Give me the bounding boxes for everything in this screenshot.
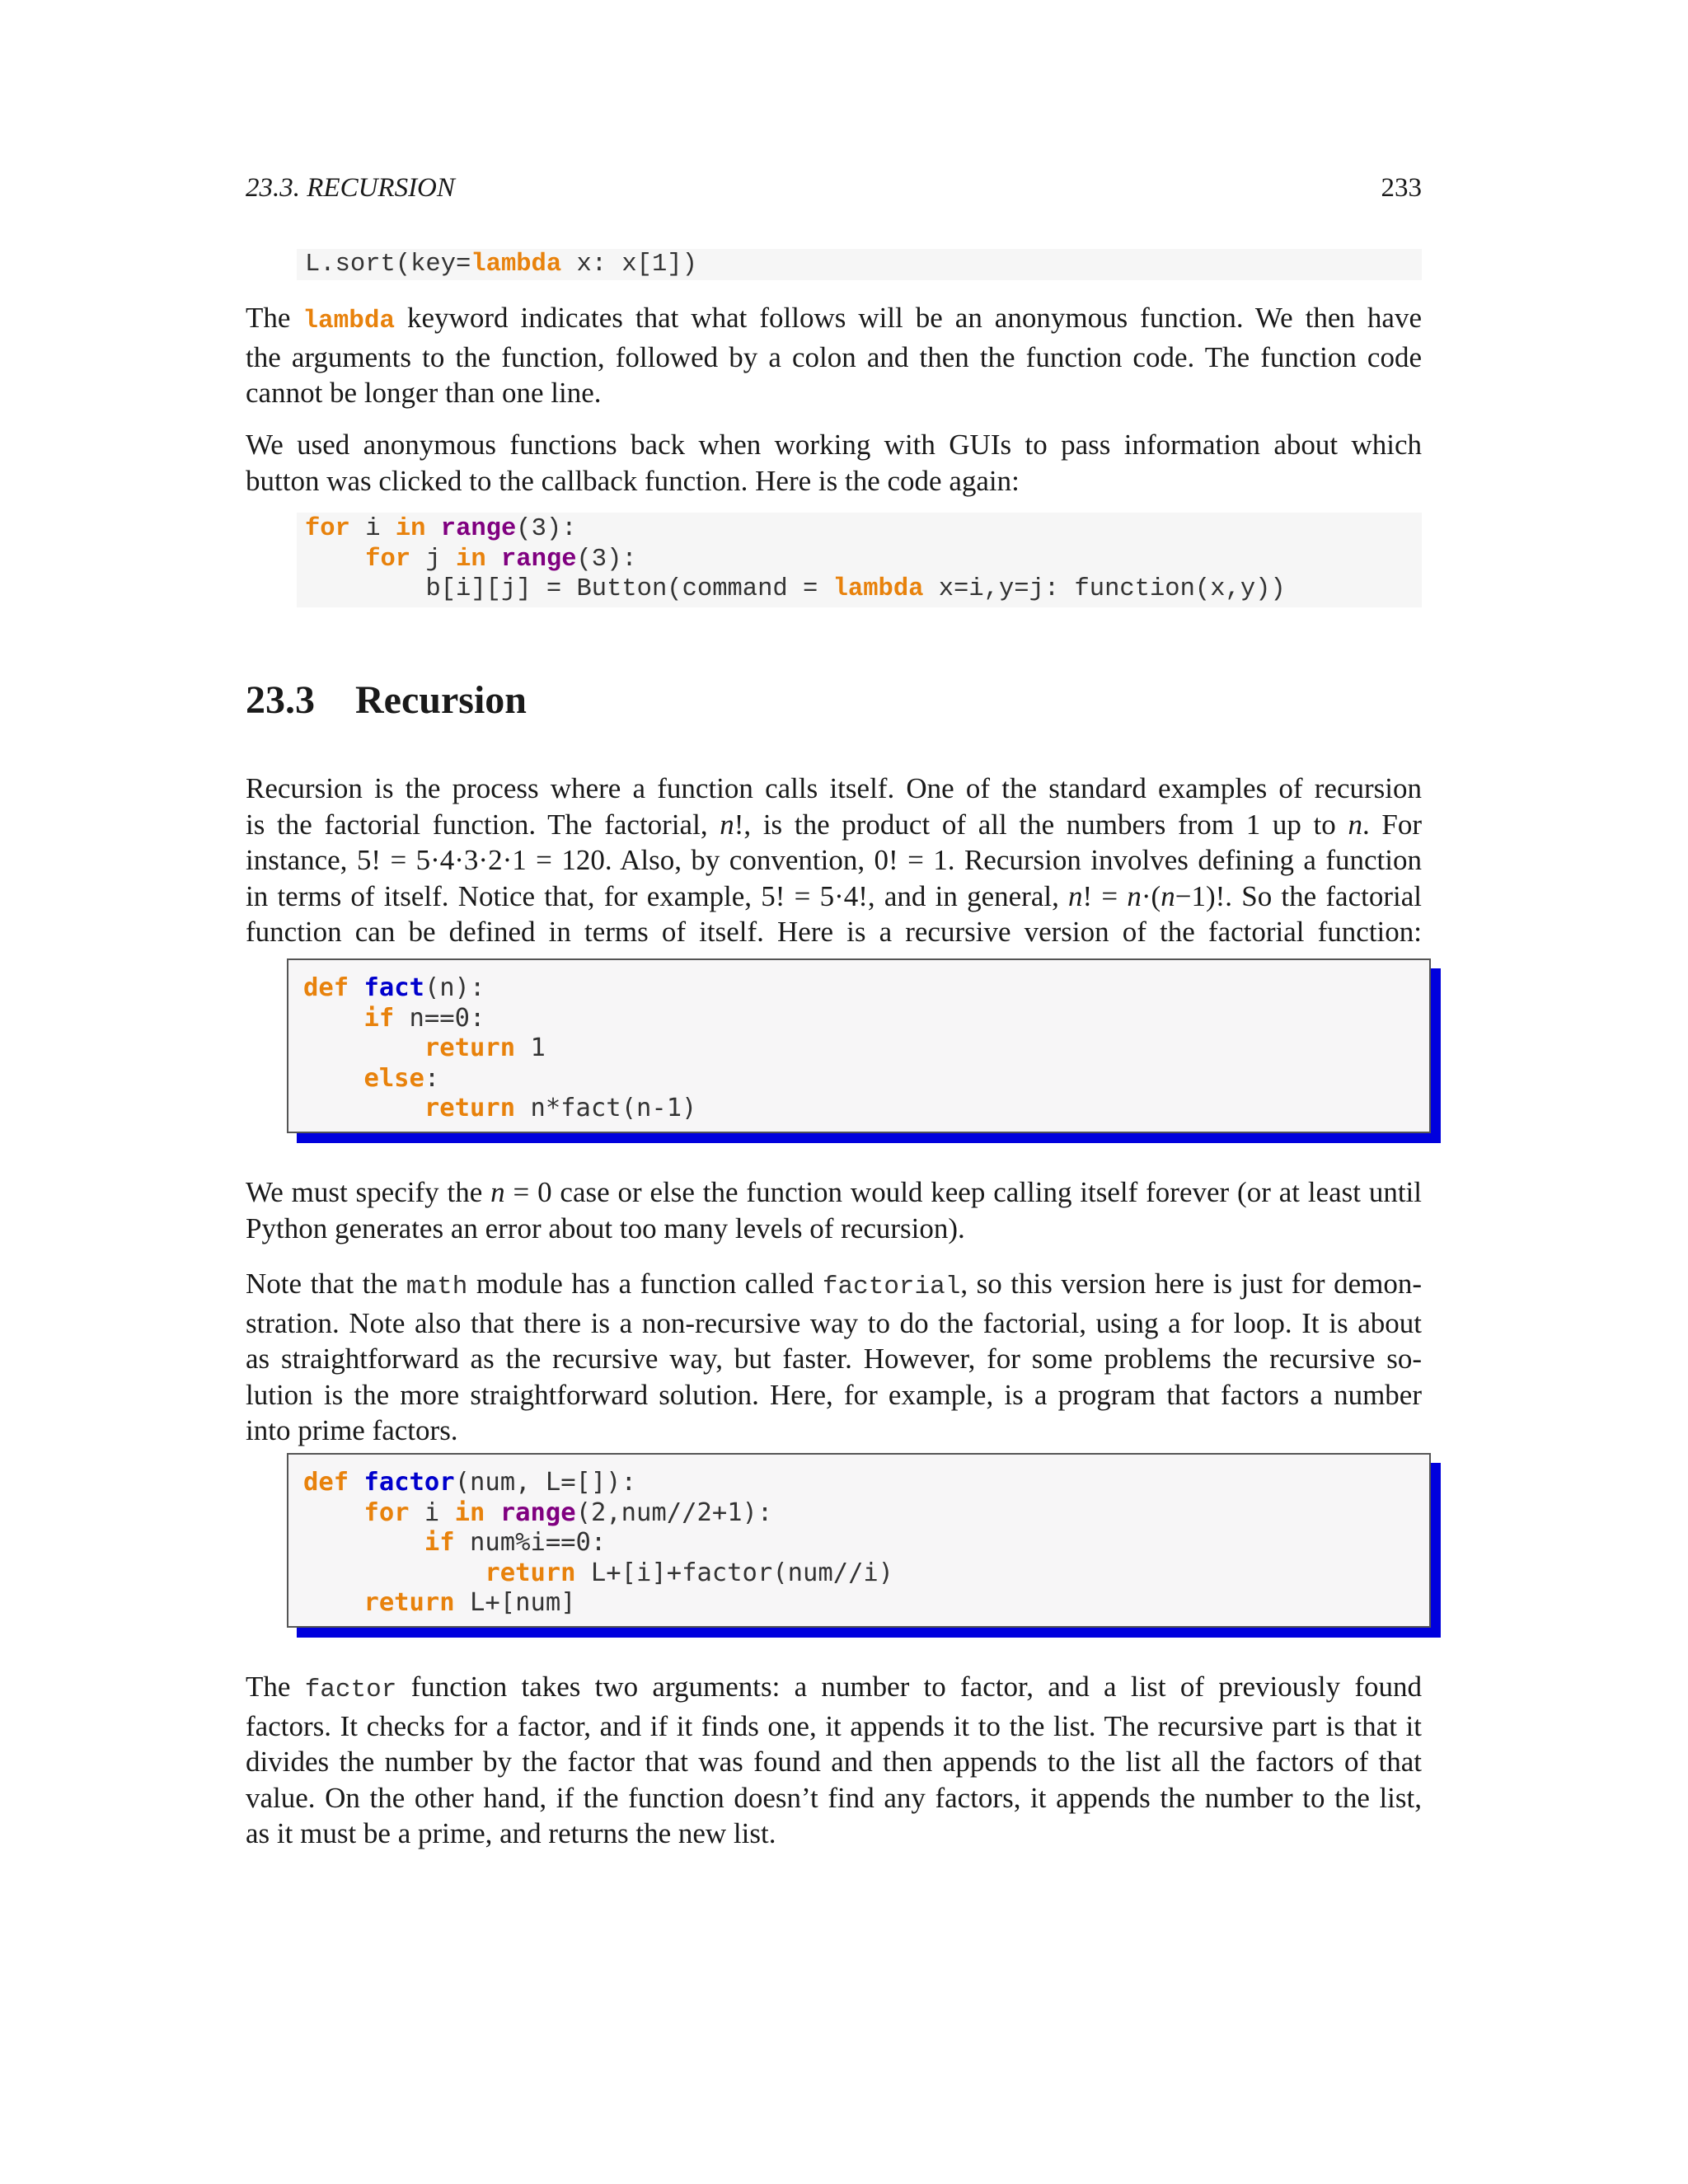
text: is the factorial function. The factorial, <box>246 808 720 841</box>
code-indent <box>303 1528 424 1557</box>
code-keyword: else <box>363 1063 424 1093</box>
text: in terms of itself. Notice that, for example, 5! = 5·4!, and in general, <box>246 879 1069 912</box>
text: into prime factors. <box>246 1414 458 1446</box>
paragraph-base-case <box>246 1174 1422 1246</box>
math-variable: n <box>720 808 734 841</box>
code-keyword: if <box>363 1003 395 1033</box>
code-function-name: factor <box>363 1468 455 1497</box>
code-indent <box>303 1094 424 1122</box>
code-text <box>349 973 363 1002</box>
code-sort-example <box>297 249 1422 280</box>
code-text: i <box>409 1497 455 1527</box>
text: !, is the product of all the numbers from 1 up to <box>734 808 1348 841</box>
text: The <box>246 1671 305 1703</box>
code-text: L+[i]+factor(num//i) <box>575 1558 894 1587</box>
text: Note that the <box>246 1268 406 1300</box>
text: cannot be longer than one line. <box>246 377 602 409</box>
text: . For <box>1362 808 1422 841</box>
text: function takes two arguments: a number to factor, and a list of previously found <box>396 1671 1422 1703</box>
paragraph-factor-function <box>246 1669 1422 1852</box>
text: We used anonymous functions back when working with GUIs to pass information about which <box>246 429 1422 461</box>
code-keyword: return <box>363 1588 455 1617</box>
code-builtin: range <box>440 515 517 543</box>
code-keyword: in <box>454 1497 485 1527</box>
code-factor <box>303 1468 893 1619</box>
math-variable: n <box>1160 879 1175 912</box>
code-keyword: return <box>424 1094 516 1122</box>
code-text: (n): <box>424 973 485 1002</box>
code-indent <box>305 546 365 574</box>
paragraph-lambda <box>246 300 1422 411</box>
text: ·( <box>1141 879 1161 912</box>
code-box-fact <box>287 958 1431 1133</box>
math-variable: n <box>490 1176 505 1208</box>
text: The <box>246 302 303 334</box>
text: Python generates an error about too many levels of recursion). <box>246 1212 965 1244</box>
page-number: 233 <box>1381 173 1422 203</box>
code-text: (3): <box>576 545 637 574</box>
code-keyword: return <box>485 1558 576 1587</box>
code-builtin: range <box>499 1497 576 1527</box>
code-indent <box>303 1558 485 1587</box>
section-title: Recursion <box>355 678 527 722</box>
text: lution is the more straightforward solution. Here, for example, is a program that factors a number <box>246 1378 1422 1411</box>
code-indent <box>303 1498 363 1527</box>
code-text: b[i][j] = Button(command = <box>425 575 833 603</box>
code-keyword: def <box>303 1468 349 1497</box>
code-function-name: fact <box>363 973 424 1002</box>
code-text: n==0: <box>394 1003 485 1033</box>
inline-code: math <box>406 1272 468 1301</box>
text: function can be defined in terms of itself. Here is a recursive version of the factorial function: <box>246 916 1422 948</box>
code-text: j <box>410 545 457 574</box>
code-text <box>485 1498 499 1527</box>
text: module has a function called <box>467 1268 823 1300</box>
code-text: n*fact(n-1) <box>515 1094 697 1122</box>
text: keyword indicates that what follows will be an anonymous function. We then have <box>395 302 1422 334</box>
text: as it must be a prime, and returns the new list. <box>246 1817 776 1849</box>
math-variable: n <box>1348 808 1362 841</box>
text: button was clicked to the callback function. Here is the code again: <box>246 464 1020 497</box>
text: value. On the other hand, if the function doesn’t find any factors, it appends the number to the list, <box>246 1781 1422 1814</box>
text: = 0 case or else the function would keep calling itself forever (or at least until <box>504 1176 1422 1208</box>
code-text: x: x[1]) <box>561 251 697 279</box>
section-number: 23.3 <box>246 678 315 722</box>
text: the arguments to the function, followed by a colon and then the function code. The function code <box>246 340 1422 373</box>
code-text <box>425 515 440 543</box>
code-indent <box>303 1004 363 1033</box>
paragraph-math-module <box>246 1266 1422 1449</box>
text: ! = <box>1082 879 1128 912</box>
code-keyword: in <box>456 545 486 574</box>
code-indent <box>303 1588 363 1617</box>
code-indent <box>303 1064 363 1093</box>
text: divides the number by the factor that was found and then appends to the list all the factors of that <box>246 1746 1422 1778</box>
paragraph-recursion <box>246 771 1422 950</box>
code-text: (3): <box>516 515 577 543</box>
code-keyword: for <box>305 515 350 543</box>
paragraph-gui <box>246 427 1422 499</box>
code-builtin: range <box>500 545 577 574</box>
text: instance, 5! = 5·4·3·2·1 = 120. Also, by convention, 0! = 1. Recursion involves defining a function <box>246 844 1422 876</box>
code-indent <box>303 1033 424 1062</box>
code-box-factor <box>287 1453 1431 1628</box>
text: as straightforward as the recursive way, but faster. However, for some problems the recursive so- <box>246 1343 1422 1375</box>
code-keyword: lambda <box>832 575 924 603</box>
text: , so this version here is just for demon- <box>960 1268 1422 1300</box>
code-text: L.sort(key= <box>305 251 471 279</box>
text: We must specify the <box>246 1176 491 1208</box>
code-text: : <box>424 1063 440 1093</box>
code-keyword: lambda <box>471 251 562 279</box>
code-keyword: for <box>363 1497 410 1527</box>
code-keyword: if <box>424 1528 455 1557</box>
code-keyword: in <box>395 515 426 543</box>
running-head <box>246 171 1422 204</box>
math-variable: n <box>1127 879 1142 912</box>
text: factors. It checks for a factor, and if it finds one, it appends it to the list. The recursive part is that it <box>246 1709 1422 1742</box>
code-text: num%i==0: <box>454 1528 607 1557</box>
code-keyword: def <box>303 973 349 1002</box>
text: −1)!. So the factorial <box>1175 879 1422 912</box>
inline-code-keyword: lambda <box>302 307 396 335</box>
text: Recursion is the process where a function calls itself. One of the standard examples of recursion <box>246 772 1422 804</box>
code-text: 1 <box>515 1033 546 1062</box>
running-head-section: 23.3. RECURSION <box>246 173 455 203</box>
code-keyword: return <box>424 1033 516 1062</box>
code-text: (2,num//2+1): <box>575 1497 773 1527</box>
code-text: L+[num] <box>454 1588 576 1617</box>
code-text: i <box>349 515 396 543</box>
code-gui-example <box>297 513 1422 607</box>
code-keyword: for <box>365 545 411 574</box>
code-text: x=i,y=j: function(x,y)) <box>923 575 1286 603</box>
inline-code: factor <box>304 1675 397 1704</box>
text: stration. Note also that there is a non-recursive way to do the factorial, using a for loop. It is about <box>246 1306 1422 1339</box>
math-variable: n <box>1068 879 1083 912</box>
code-indent <box>305 575 425 603</box>
section-heading <box>246 677 527 724</box>
inline-code: factorial <box>822 1272 961 1301</box>
code-text <box>349 1468 363 1497</box>
code-text <box>486 546 501 574</box>
code-text: (num, L=[]): <box>454 1468 637 1497</box>
code-fact <box>303 973 696 1124</box>
